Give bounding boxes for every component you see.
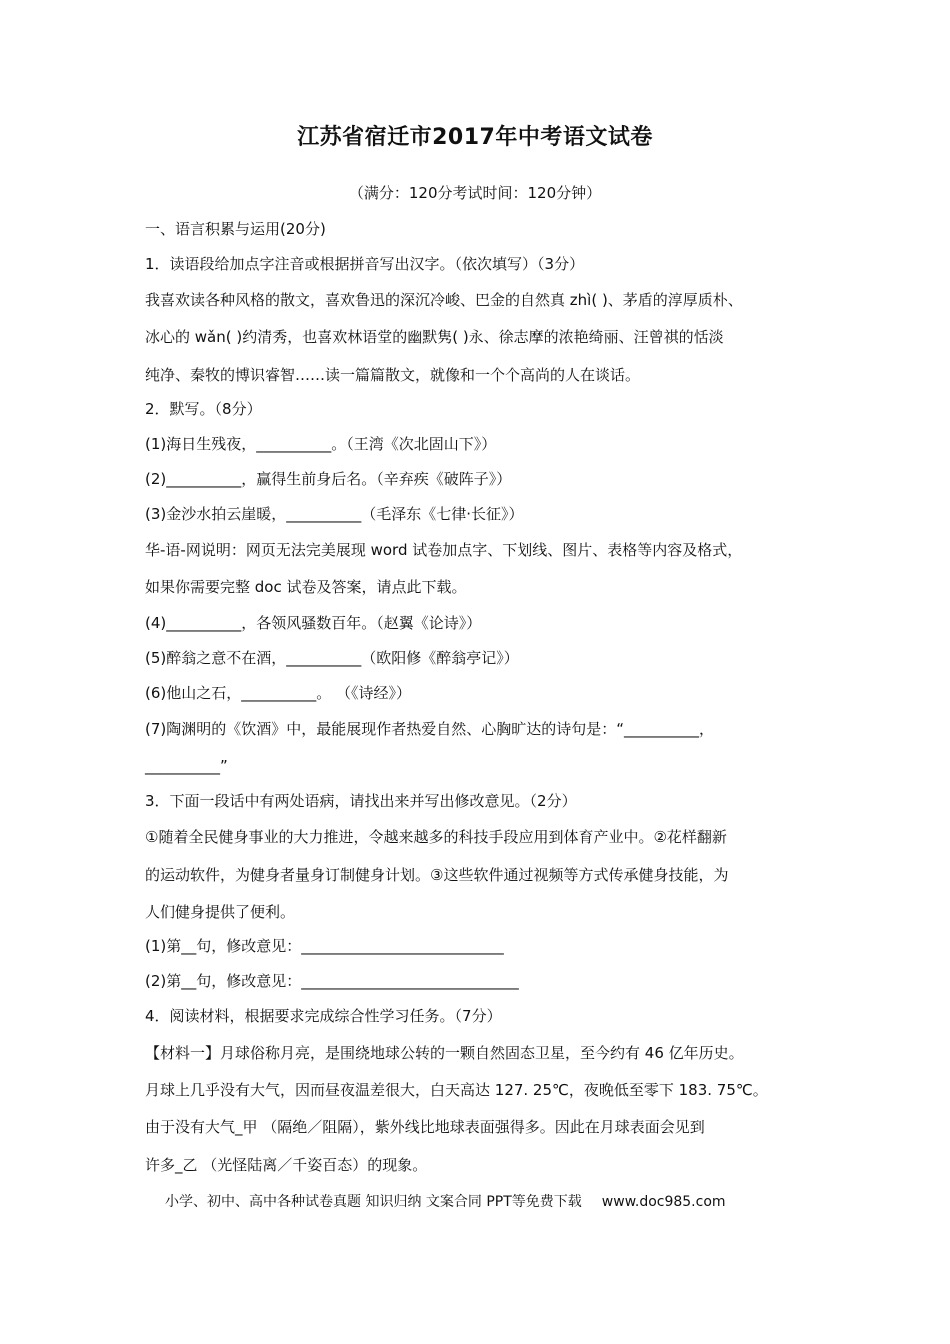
footer-text: 小学、初中、高中各种试卷真题 知识归纳 文案合同 PPT等免费下载 [165,1194,582,1210]
material-1-text: 月球上几乎没有大气，因而昼夜温差很大，白天高达 127. 25℃，夜晚低至零下 183. 75℃。 [145,1081,768,1099]
page-title: 江苏省宿迁市2017年中考语文试卷 [297,125,653,150]
question-2-item: (2)__________，赢得生前身后名。（辛弃疾《破阵子》） [145,470,512,488]
question-4: 4．阅读材料，根据要求完成综合性学习任务。（7分） [145,1007,502,1025]
section-heading: 一、语言积累与运用(20分) [145,220,326,238]
page-footer [165,1192,726,1212]
question-1-text: 冰心的 wǎn( )约清秀，也喜欢林语堂的幽默隽( )永、徐志摩的浓艳绮丽、汪曾祺的恬淡 [145,328,724,346]
question-3-answer: (1)第__句，修改意见：___________________________ [145,937,504,955]
question-2-item: (4)__________，各领风骚数百年。（赵翼《论诗》） [145,614,482,632]
question-2-item: __________” [145,757,228,775]
question-2-item: (7)陶渊明的《饮酒》中，最能展现作者热爱自然、心胸旷达的诗句是：“__________， [145,720,715,738]
question-2: 2．默写。（8分） [145,400,262,418]
footer-site-link[interactable]: www.doc985.com [601,1194,726,1210]
question-2-item: (5)醉翁之意不在酒，__________（欧阳修《醉翁亭记》） [145,649,519,667]
question-2-item: (1)海日生残夜，__________。（王湾《次北固山下》） [145,435,497,453]
exam-info: （满分：120分考试时间：120分钟） [348,184,602,202]
download-note: 华-语-网说明：网页无法完美展现 word 试卷加点字、下划线、图片、表格等内容及格式， [145,541,743,559]
material-1-text: 由于没有大气_甲 （隔绝／阻隔），紫外线比地球表面强得多。因此在月球表面会见到 [145,1118,705,1136]
question-3-text: ①随着全民健身事业的大力推进，令越来越多的科技手段应用到体育产业中。②花样翻新 [145,828,727,846]
question-3: 3．下面一段话中有两处语病，请找出来并写出修改意见。（2分） [145,792,577,810]
question-3-text: 人们健身提供了便利。 [145,903,296,921]
question-2-item: (3)金沙水拍云崖暖，__________（毛泽东《七律·长征》） [145,505,524,523]
download-link[interactable]: 如果你需要完整 doc 试卷及答案，请点此下载。 [145,578,467,596]
question-3-answer: (2)第__句，修改意见：_____________________________ [145,972,519,990]
material-1-text: 许多_乙 （光怪陆离／千姿百态）的现象。 [145,1156,428,1174]
material-1-text: 【材料一】月球俗称月亮，是围绕地球公转的一颗自然固态卫星，至今约有 46 亿年历史。 [145,1044,744,1062]
question-3-text: 的运动软件，为健身者量身订制健身计划。③这些软件通过视频等方式传承健身技能，为 [145,866,729,884]
question-1-text: 我喜欢读各种风格的散文，喜欢鲁迅的深沉冷峻、巴金的自然真 zhì( )、茅盾的淳厚质朴、 [145,291,743,309]
question-1: 1．读语段给加点字注音或根据拼音写出汉字。（依次填写）（3分） [145,255,585,273]
question-1-text: 纯净、秦牧的博识睿智……读一篇篇散文，就像和一个个高尚的人在谈话。 [145,366,641,384]
question-2-item: (6)他山之石，__________。 （《诗经》） [145,684,412,702]
